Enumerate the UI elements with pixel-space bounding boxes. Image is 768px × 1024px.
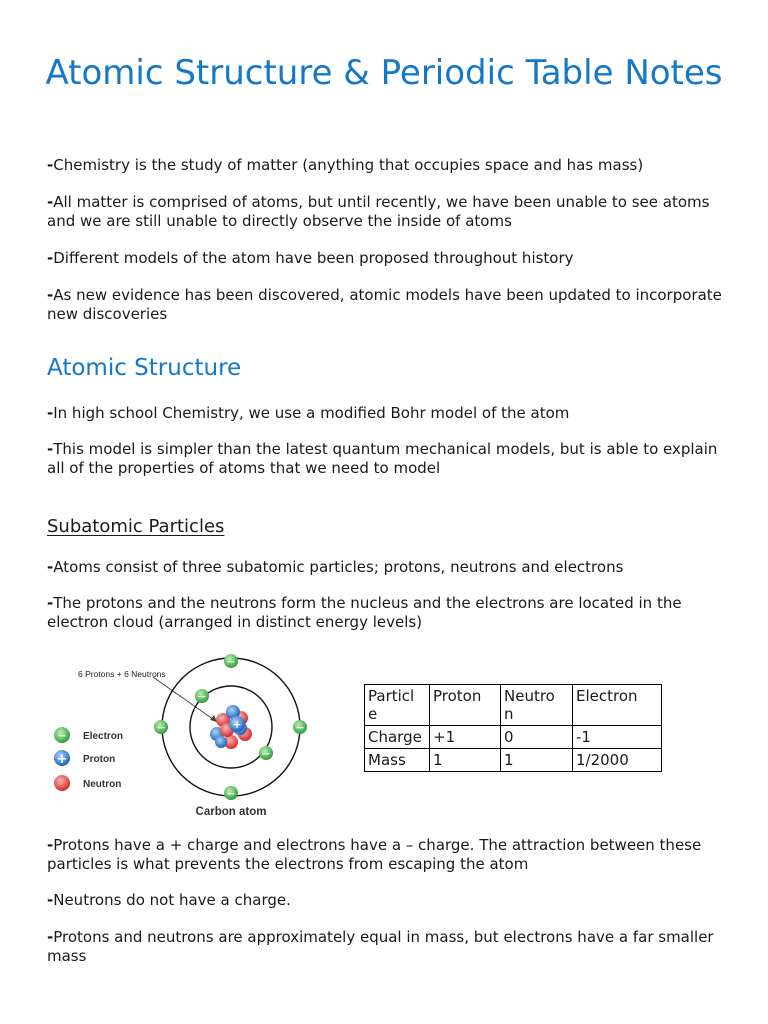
- table-cell: -1: [573, 726, 662, 749]
- electron-inner-right: [259, 746, 273, 760]
- table-cell: Neutro n: [501, 685, 573, 726]
- atomic-paragraph-2: -This model is simpler than the latest quantum mechanical models, but is able to explain all of the properties of atoms that we need to model: [47, 440, 718, 477]
- table-cell: Proton: [430, 685, 501, 726]
- table-row: [365, 685, 662, 726]
- electron-inner-left: [195, 689, 209, 703]
- electron-outer-bottom: [224, 786, 238, 800]
- page-title: Atomic Structure & Periodic Table Notes: [45, 53, 723, 93]
- table-cell: 0: [501, 726, 573, 749]
- table-row: [365, 749, 662, 772]
- atomic-paragraph-1: -In high school Chemistry, we use a modified Bohr model of the atom: [47, 404, 570, 422]
- diagram-caption: Carbon atom: [195, 806, 267, 818]
- svg-text:−: −: [261, 747, 271, 760]
- nucleus-label: 6 Protons + 6 Neutrons: [78, 669, 166, 679]
- electron-outer-right: [293, 720, 307, 734]
- after-paragraph-2: -Neutrons do not have a charge.: [47, 891, 291, 909]
- table-cell: Electron: [573, 685, 662, 726]
- table-cell: Charge: [365, 726, 430, 749]
- table-cell: 1/2000: [573, 749, 662, 772]
- section-heading-atomic-structure: Atomic Structure: [47, 355, 242, 381]
- electron-outer-left: [154, 720, 168, 734]
- legend-proton-icon: [54, 750, 70, 767]
- legend-neutron-label: Neutron: [83, 779, 122, 790]
- legend-electron-icon: [54, 727, 70, 743]
- nucleus-pointer-arrowhead: [210, 715, 217, 722]
- svg-text:−: −: [57, 729, 67, 742]
- legend-proton-label: Proton: [83, 754, 116, 765]
- legend-neutron-icon: [54, 775, 70, 791]
- table-cell: Particl e: [365, 685, 430, 726]
- after-paragraph-3: -Protons and neutrons are approximately equal in mass, but electrons have a far smaller mass: [47, 928, 714, 965]
- after-paragraph-1: -Protons have a + charge and electrons have a – charge. The attraction between these particles is what prevents the electrons from escaping the atom: [47, 836, 702, 873]
- table-cell: +1: [430, 726, 501, 749]
- legend-electron-label: Electron: [83, 731, 124, 742]
- nucleus: [210, 705, 252, 749]
- intro-paragraph-1: -Chemistry is the study of matter (anything that occupies space and has mass): [47, 156, 644, 174]
- svg-text:+: +: [232, 718, 242, 731]
- particle-table: [364, 684, 662, 772]
- subatomic-paragraph-1: -Atoms consist of three subatomic particles; protons, neutrons and electrons: [47, 558, 624, 576]
- table-cell: 1: [430, 749, 501, 772]
- carbon-atom-diagram: [45, 648, 335, 826]
- svg-text:−: −: [156, 721, 166, 734]
- svg-text:−: −: [197, 690, 207, 703]
- intro-paragraph-2: -All matter is comprised of atoms, but until recently, we have been unable to see atoms and we are still unable to directly observe the inside of atoms: [47, 193, 710, 230]
- svg-text:−: −: [226, 655, 236, 668]
- intro-paragraph-3: -Different models of the atom have been proposed throughout history: [47, 249, 574, 267]
- svg-text:−: −: [226, 787, 236, 800]
- table-row: [365, 726, 662, 749]
- intro-paragraph-4: -As new evidence has been discovered, atomic models have been updated to incorporate new discoveries: [47, 286, 722, 323]
- subatomic-paragraph-2: -The protons and the neutrons form the nucleus and the electrons are located in the electron cloud (arranged in distinct energy levels): [47, 594, 682, 631]
- electron-outer-top: [224, 654, 238, 668]
- table-cell: Mass: [365, 749, 430, 772]
- svg-text:+: +: [56, 752, 68, 767]
- svg-text:−: −: [295, 721, 305, 734]
- section-heading-subatomic-particles: Subatomic Particles: [47, 516, 225, 537]
- table-cell: 1: [501, 749, 573, 772]
